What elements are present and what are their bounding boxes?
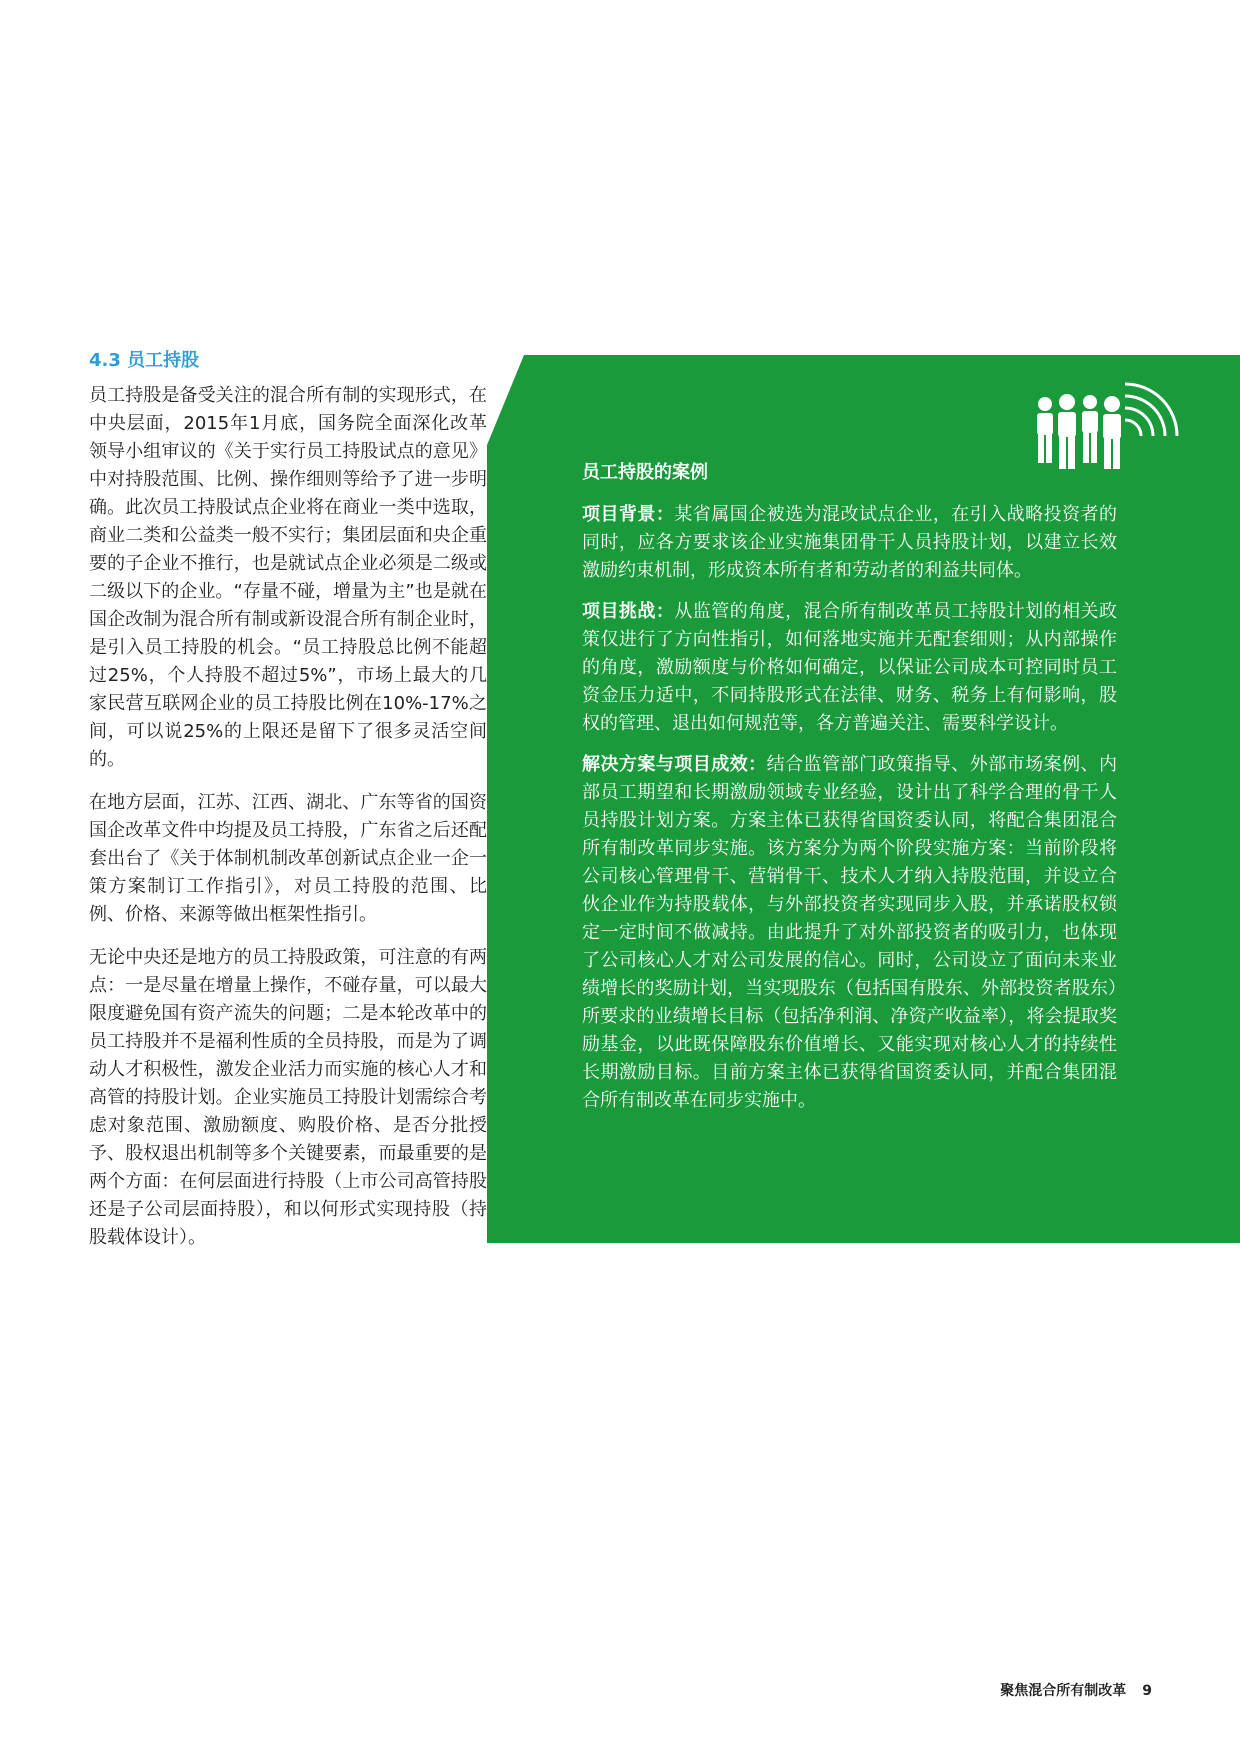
section-heading: 4.3 员工持股 xyxy=(89,350,200,371)
footer-title: 聚焦混合所有制改革 xyxy=(1000,1683,1127,1699)
body-paragraph-3: 无论中央还是地方的员工持股政策，可注意的有两点：一是尽量在增量上操作，不碰存量，可以最大限度避免国有资产流失的问题；二是本轮改革中的员工持股并不是福利性质的全员持股，而是为了调动人才积极性，激发企业活力而实施的核心人才和高管的持股计划。企业实施员工持股计划需综合考虑对象范围、激励额度、购股价格、是否分批授予、股权退出机制等多个关键要素，而最重要的是两个方面：在何层面进行持股（上市公司高管持股还是子公司层面持股），和以何形式实现持股（持股载体设计）。 xyxy=(89,947,487,1248)
signal-waves-icon xyxy=(1125,384,1177,436)
body-paragraph-1: 员工持股是备受关注的混合所有制的实现形式，在中央层面，2015年1月底，国务院全面深化改革领导小组审议的《关于实行员工持股试点的意见》中对持股范围、比例、操作细则等给予了进一步明确。此次员工持股试点企业将在商业一类中选取，商业二类和公益类一般不实行；集团层面和央企重要的子企业不推行，也是就试点企业必须是二级或二级以下的企业。“存量不碰，增量为主”也是就在国企改制为混合所有制或新设混合所有制企业时，是引入员工持股的机会。“员工持股总比例不能超过25%，个人持股不超过5%”，市场上最大的几家民营互联网企业的员工持股比例在10%-17%之间，可以说25%的上限还是留下了很多灵活空间的。 xyxy=(89,385,487,770)
case-item-text: 从监管的角度，混合所有制改革员工持股计划的相关政策仅进行了方向性指引，如何落地实施并无配套细则；从内部操作的角度，激励额度与价格如何确定，以保证公司成本可控同时员工资金压力适中，不同持股形式在法律、财务、税务上有何影响，股权的管理、退出如何规范等，各方普遍关注、需要科学设计。 xyxy=(582,601,1118,734)
page-number: 9 xyxy=(1142,1683,1152,1699)
case-item-challenge xyxy=(582,598,1117,738)
case-item-background xyxy=(582,501,1117,585)
case-item-text: 某省属国企被选为混改试点企业，在引入战略投资者的同时，应各方要求该企业实施集团骨干人员持股计划，以建立长效激励约束机制，形成资本所有者和劳动者的利益共同体。 xyxy=(582,504,1118,581)
case-study-box xyxy=(582,460,1117,1128)
case-item-label: 项目挑战： xyxy=(582,601,675,622)
case-item-label: 解决方案与项目成效： xyxy=(582,754,767,775)
page-footer xyxy=(1000,1680,1152,1700)
left-column xyxy=(89,348,487,1267)
body-paragraph-2: 在地方层面，江苏、江西、湖北、广东等省的国资国企改革文件中均提及员工持股，广东省之后还配套出台了《关于体制机制改革创新试点企业一企一策方案制订工作指引》，对员工持股的范围、比例、价格、来源等做出框架性指引。 xyxy=(89,792,487,925)
case-item-label: 项目背景： xyxy=(582,504,675,525)
panel-notch xyxy=(487,355,524,445)
case-item-solution xyxy=(582,751,1117,1115)
case-title: 员工持股的案例 xyxy=(582,462,708,483)
case-item-text: 结合监管部门政策指导、外部市场案例、内部员工期望和长期激励领域专业经验，设计出了科学合理的骨干人员持股计划方案。方案主体已获得省国资委认同，将配合集团混合所有制改革同步实施。该方案分为两个阶段实施方案：当前阶段将公司核心管理骨干、营销骨干、技术人才纳入持股范围，并设立合伙企业作为持股载体，与外部投资者实现同步入股，并承诺股权锁定一定时间不做减持。由此提升了对外部投资者的吸引力，也体现了公司核心人才对公司发展的信心。同时，公司设立了面向未来业绩增长的奖励计划，当实现股东（包括国有股东、外部投资者股东）所要求的业绩增长目标（包括净利润、净资产收益率），将会提取奖励基金，以此既保障股东价值增长、又能实现对核心人才的持续性长期激励目标。目前方案主体已获得省国资委认同，并配合集团混合所有制改革在同步实施中。 xyxy=(582,754,1118,1111)
